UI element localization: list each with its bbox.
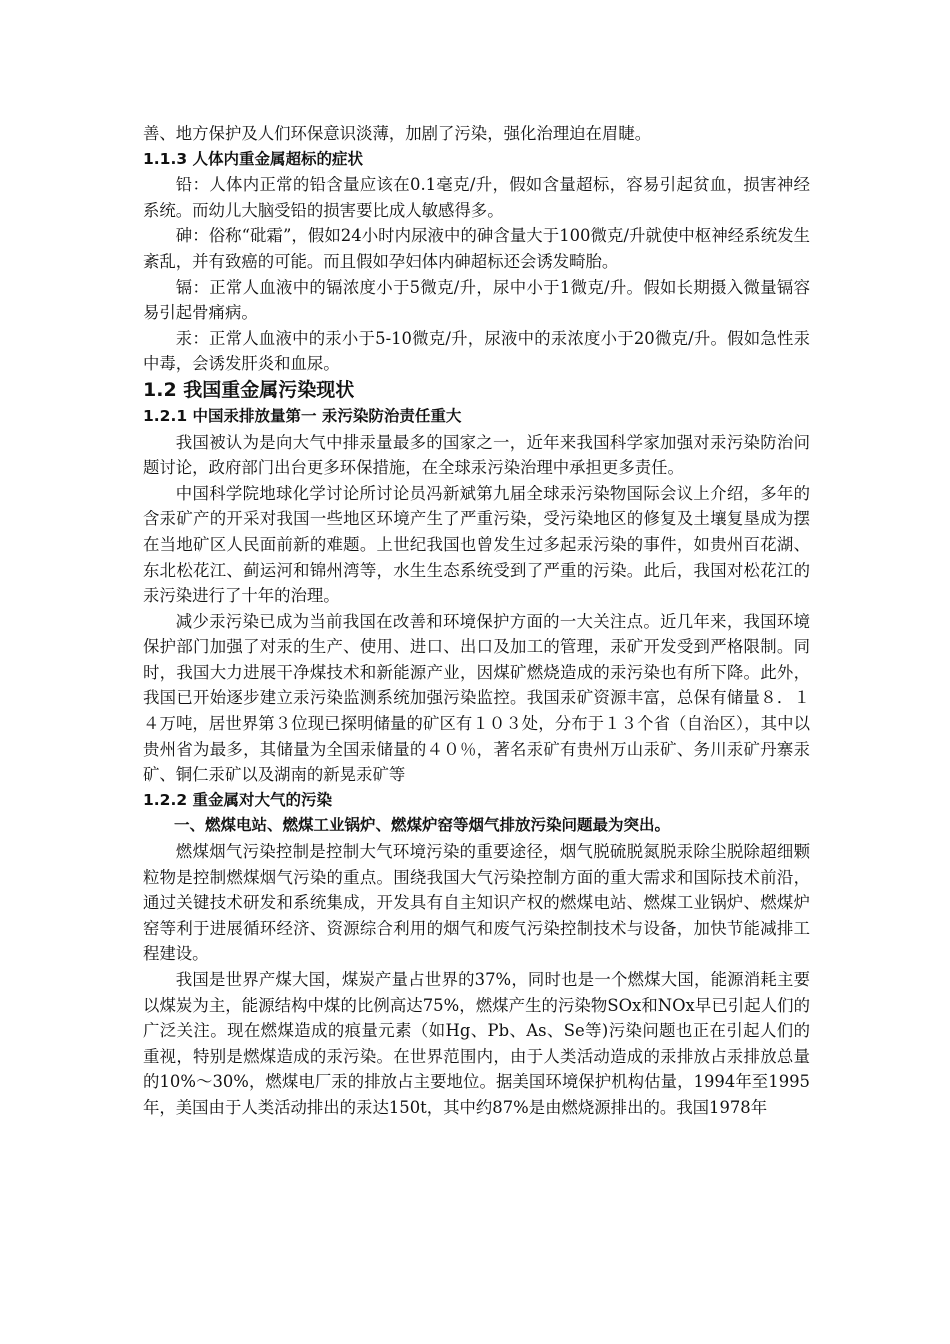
paragraph-121-c: 减少汞污染已成为当前我国在改善和环境保护方面的一大关注点。近几年来，我国环境保护部门加强了对汞的生产、使用、进口、出口及加工的管理，汞矿开发受到严格限制。同时，我国大力进展干净煤技术和新能源产业，因煤矿燃烧造成的汞污染也有所下降。此外，我国已开始逐步建立汞污染监测系统加强污染监控。我国汞矿资源丰富，总保有储量８．１４万吨，居世界第３位现已探明储量的矿区有１０３处，分布于１３个省（自治区），其中以贵州省为最多，其储量为全国汞储量的４０％，著名汞矿有贵州万山汞矿、务川汞矿丹寨汞矿、铜仁汞矿以及湖南的新晃汞矿等 [143, 611, 810, 785]
paragraph-122-b: 我国是世界产煤大国，煤炭产量占世界的37%，同时也是一个燃煤大国，能源消耗主要以煤炭为主，能源结构中煤的比例高达75%，燃煤产生的污染物SOx和NOx早已引起人们的广泛关注。现在燃煤造成的痕量元素（如Hg、Pb、As、Se等)污染问题也正在引起人们的重视，特别是燃煤造成的汞污染。在世界范围内，由于人类活动造成的汞排放占汞排放总量的10%～30%，燃煤电厂汞的排放占主要地位。据美国环境保护机构估量，1994年至1995年，美国由于人类活动排出的汞达150t，其中约87%是由燃烧源排出的。我国1978年 [143, 970, 810, 1117]
arsenic-paragraph: 砷：俗称“砒霜”，假如24小时内尿液中的砷含量大于100微克/升就使中枢神经系统发生紊乱，并有致癌的可能。而且假如孕妇体内砷超标还会诱发畸胎。 [143, 226, 810, 271]
cadmium-paragraph: 镉：正常人血液中的镉浓度小于5微克/升，尿中小于1微克/升。假如长期摄入微量镉容易引起骨痛病。 [143, 277, 810, 323]
paragraph-121-a: 我国被认为是向大气中排汞量最多的国家之一，近年来我国科学家加强对汞污染防治问题讨论，政府部门出台更多环保措施，在全球汞污染治理中承担更多责任。 [143, 432, 810, 478]
heading-1-1-3: 1.1.3 人体内重金属超标的症状 [143, 149, 364, 168]
paragraph-121-b: 中国科学院地球化学讨论所讨论员冯新斌第九届全球汞污染物国际会议上介绍，多年的含汞矿产的开采对我国一些地区环境产生了严重污染，受污染地区的修复及土壤复垦成为摆在当地矿区人民面前新的难题。上世纪我国也曾发生过多起汞污染的事件，如贵州百花湖、东北松花江、蓟运河和锦州湾等，水生生态系统受到了严重的污染。此后，我国对松花江的汞污染进行了十年的治理。 [143, 483, 810, 606]
heading-1-2-2: 1.2.2 重金属对大气的污染 [143, 790, 333, 809]
intro-tail-paragraph: 善、地方保护及人们环保意识淡薄，加剧了污染，强化治理迫在眉睫。 [143, 124, 652, 143]
paragraph-122-a: 燃煤烟气污染控制是控制大气环境污染的重要途径，烟气脱硫脱氮脱汞除尘脱除超细颗粒物是控制燃煤烟气污染的重点。围绕我国大气污染控制方面的重大需求和国际技术前沿，通过关键技术研发和系统集成，开发具有自主知识产权的燃煤电站、燃煤工业锅炉、燃煤炉窑等利于进展循环经济、资源综合利用的烟气和废气污染控制技术与设备，加快节能减排工程建设。 [143, 842, 810, 964]
mercury-paragraph: 汞：正常人血液中的汞小于5-10微克/升，尿液中的汞浓度小于20微克/升。假如急性汞中毒，会诱发肝炎和血尿。 [143, 328, 810, 374]
paragraph-122-bold: 一、燃煤电站、燃煤工业锅炉、燃煤炉窑等烟气排放污染问题最为突出。 [174, 816, 671, 835]
lead-paragraph: 铅：人体内正常的铅含量应该在0.1毫克/升，假如含量超标，容易引起贫血，损害神经系统。而幼儿大脑受铅的损害要比成人敏感得多。 [143, 175, 810, 220]
document-body [143, 121, 810, 1121]
heading-1-2-1: 1.2.1 中国汞排放量第一 汞污染防治责任重大 [143, 406, 462, 425]
heading-1-2: 1.2 我国重金属污染现状 [143, 378, 355, 401]
